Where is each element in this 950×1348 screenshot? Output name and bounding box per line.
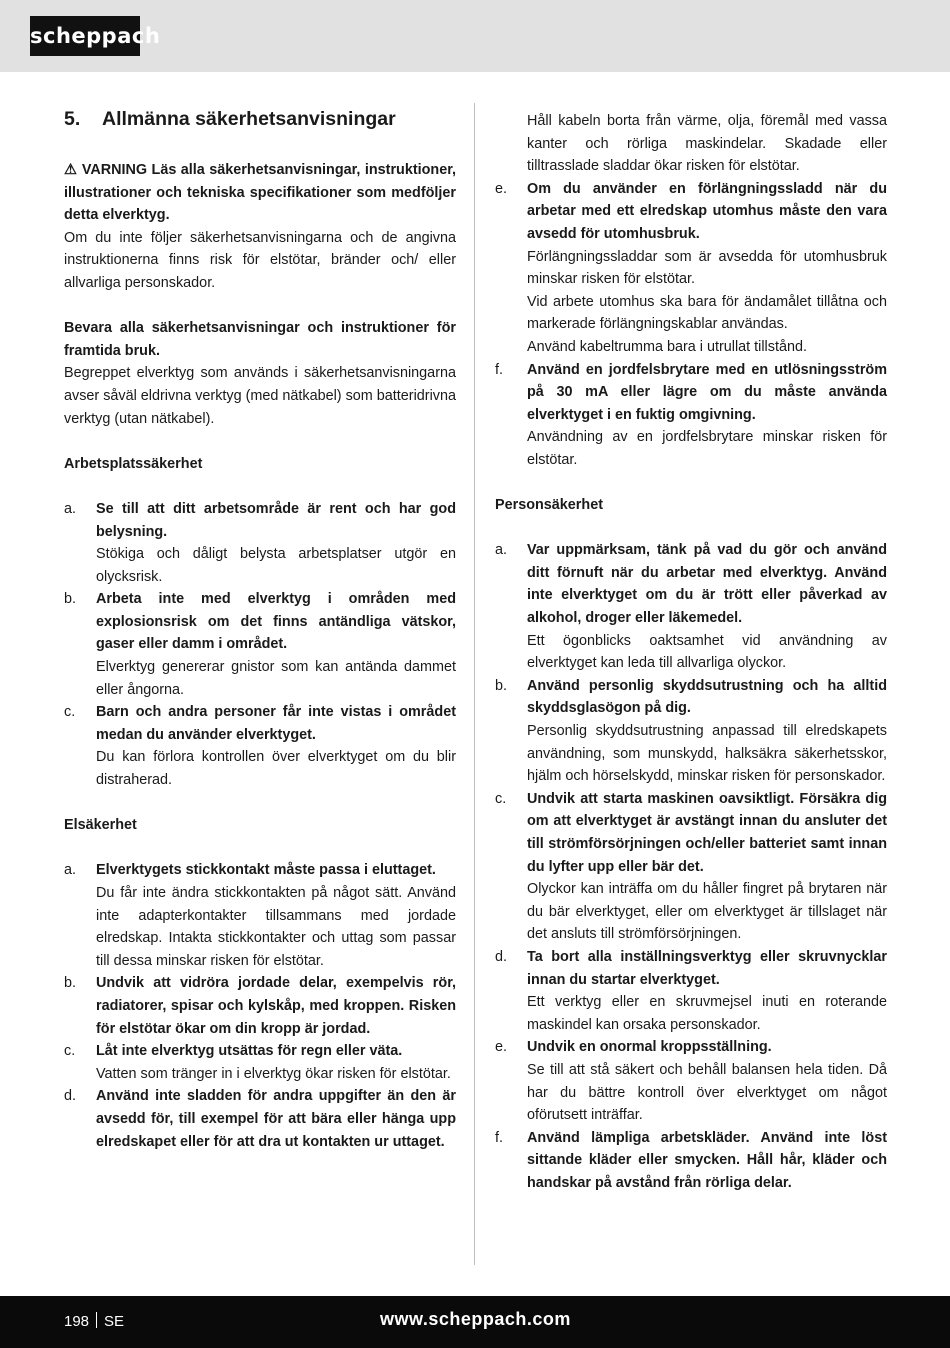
list-item [64,498,456,588]
item-bold: Använd lämpliga arbetskläder. Använd inte löst sittande kläder eller smycken. Håll hår, kläder och handskar på avstånd från rörliga delar. [527,1129,887,1191]
list-item [495,539,887,675]
electrical-heading: Elsäkerhet [64,817,137,834]
column-divider [474,103,475,1265]
item-label: a. [495,542,508,559]
item-label: e. [495,1039,508,1056]
item-text: Använd kabeltrumma bara i utrullat tillstånd. [527,338,807,355]
list-item [64,1085,456,1153]
keep-instructions-text: Begreppet elverktyg som används i säkerhetsanvisningarna avser såväl eldrivna verktyg (med nätkabel) som batteridrivna verktyg (utan nätkabel). [64,365,456,427]
item-text: Du kan förlora kontrollen över elverktyget om du blir distraherad. [96,749,456,789]
website-link[interactable]: www.scheppach.com [380,1309,571,1329]
item-label: a. [64,500,77,517]
left-column [64,105,456,1153]
item-bold: Var uppmärksam, tänk på vad du gör och använd ditt förnuft när du arbetar med elverktyg. Använd inte elverktyget om du är trött eller påverkad av alkohol, droger eller läkemedel. [527,542,887,627]
list-item [495,1036,887,1126]
item-bold: Arbeta inte med elverktyg i områden med explosionsrisk om det finns antändliga vätskor, gaser eller damm i området. [96,591,456,653]
page-number: 198 [64,1313,90,1330]
list-item [495,946,887,1036]
item-bold: Undvik att starta maskinen oavsiktligt. Försäkra dig om att elverktyget är avstängt innan du ansluter det till strömförsörjningen och/eller batteriet samt innan du lyfter upp eller bär det. [527,790,887,875]
list-item [495,1127,887,1195]
item-text: Ett ögonblicks oaktsamhet vid användning av elverktyget kan leda till allvarliga olyckor. [527,632,887,672]
item-label: c. [64,704,76,721]
list-item-continued [495,110,887,178]
item-label: b. [64,591,77,608]
keep-instructions-bold: Bevara alla säkerhetsanvisningar och instruktioner för framtida bruk. [64,320,456,359]
brand-logo: scheppach [30,16,140,56]
list-item [495,788,887,946]
warning-paragraph [64,159,456,227]
list-item [495,359,887,472]
warning-triangle-icon: ⚠ [64,162,78,178]
item-label: e. [495,180,508,197]
item-bold: Barn och andra personer får inte vistas i området medan du använder elverktyget. [96,704,456,743]
section-title [64,105,456,133]
item-label: a. [64,862,77,879]
item-text: Du får inte ändra stickkontakten på något sätt. Använd inte adapterkontakter tillsammans med jordade elredskap. Intakta stickkontakter och uttag som passar till dessa minskar risken för elstötar. [96,885,456,969]
item-label: c. [64,1043,76,1060]
section-number: 5. [64,108,81,130]
footer-separator [96,1312,97,1328]
item-bold: Undvik en onormal kroppsställning. [527,1039,772,1056]
item-bold: Använd inte sladden för andra uppgifter än den är avsedd för, till exempel för att bära eller hänga upp elredskapet eller för att dra ut kontakten ur uttaget. [96,1088,456,1150]
item-label: c. [495,790,507,807]
item-bold: Använd personlig skyddsutrustning och ha alltid skyddsglasögon på dig. [527,677,887,717]
page-info [64,1312,124,1330]
item-label: d. [495,948,508,965]
item-label: f. [495,1129,503,1146]
item-bold: Låt inte elverktyg utsättas för regn eller väta. [96,1043,403,1060]
footer-bar [0,1296,950,1348]
item-text: Elverktyg genererar gnistor som kan antända dammet eller ångorna. [96,659,456,698]
item-text: Personlig skyddsutrustning anpassad till elredskapets användning, som munskydd, halksäkra säkerhetsskor, hjälm och hörselskydd, minskar risken för personskador. [527,723,887,785]
personal-heading: Personsäkerhet [495,497,603,514]
item-text: Stökiga och dåligt belysta arbetsplatser utgör en olycksrisk. [96,546,456,585]
item-text: Ett verktyg eller en skruvmejsel inuti en roterande maskindel kan orsaka personskador. [527,994,887,1033]
language-code: SE [104,1313,125,1330]
list-item [64,972,456,1040]
item-label: d. [64,1088,77,1105]
item-bold: Undvik att vidröra jordade delar, exempelvis rör, radiatorer, spisar och kylskåp, med kroppen. Risken för elstötar ökar om din kropp är jordad. [96,975,456,1037]
item-text: Vatten som tränger in i elverktyg ökar risken för elstötar. [96,1065,451,1082]
list-item [64,701,456,791]
item-text: Förlängningssladdar som är avsedda för utomhusbruk minskar risken för elstötar. [527,248,887,288]
item-text: Se till att stå säkert och behåll balansen hela tiden. Då har du bättre kontroll över elverktyget om något oförutsett inträffar. [527,1061,887,1124]
item-label: b. [64,975,77,992]
item-bold: Använd en jordfelsbrytare med en utlösningsström på 30 mA eller lägre om du måste använda elverktyget i en fuktig omgivning. [527,361,887,423]
item-bold: Elverktygets stickkontakt måste passa i eluttaget. [96,862,436,879]
item-bold: Se till att ditt arbetsområde är rent och har god belysning. [96,500,456,540]
item-label: b. [495,677,508,694]
item-text: Vid arbete utomhus ska bara för ändamålet tillåtna och markerade förlängningskablar användas. [527,293,887,333]
list-item [495,675,887,788]
list-item [64,588,456,701]
item-text: Håll kabeln borta från värme, olja, föremål med vassa kanter och rörliga maskindelar. Skadade eller tilltrasslade sladdar ökar risken för elstötar. [527,113,887,175]
item-text: Olyckor kan inträffa om du håller fingret på brytaren när du bär elverktyget, eller om elverktyget är tillslaget när det ansluts till strömförsörjningen. [527,881,887,943]
right-column [495,110,887,1195]
item-bold: Om du använder en förlängningssladd när du arbetar med ett elredskap utomhus måste den vara avsedd för utomhusbruk. [527,180,887,242]
section-title-text: Allmänna säkerhetsanvisningar [102,108,396,130]
header-bar [0,0,950,72]
warning-text: Om du inte följer säkerhetsanvisningarna och de angivna instruktionerna finns risk för elstötar, bränder och/ eller allvarliga personskador. [64,229,456,291]
item-bold: Ta bort alla inställningsverktyg eller skruvnycklar innan du startar elverktyget. [527,948,887,988]
workplace-heading: Arbetsplatssäkerhet [64,455,203,472]
list-item [64,859,456,972]
item-text: Användning av en jordfelsbrytare minskar risken för elstötar. [527,429,887,468]
warning-bold-text: VARNING Läs alla säkerhetsanvisningar, instruktioner, illustrationer och tekniska specifikationer som medföljer detta elverktyg. [64,162,457,224]
list-item [495,178,887,359]
list-item [64,1040,456,1085]
item-label: f. [495,361,503,378]
